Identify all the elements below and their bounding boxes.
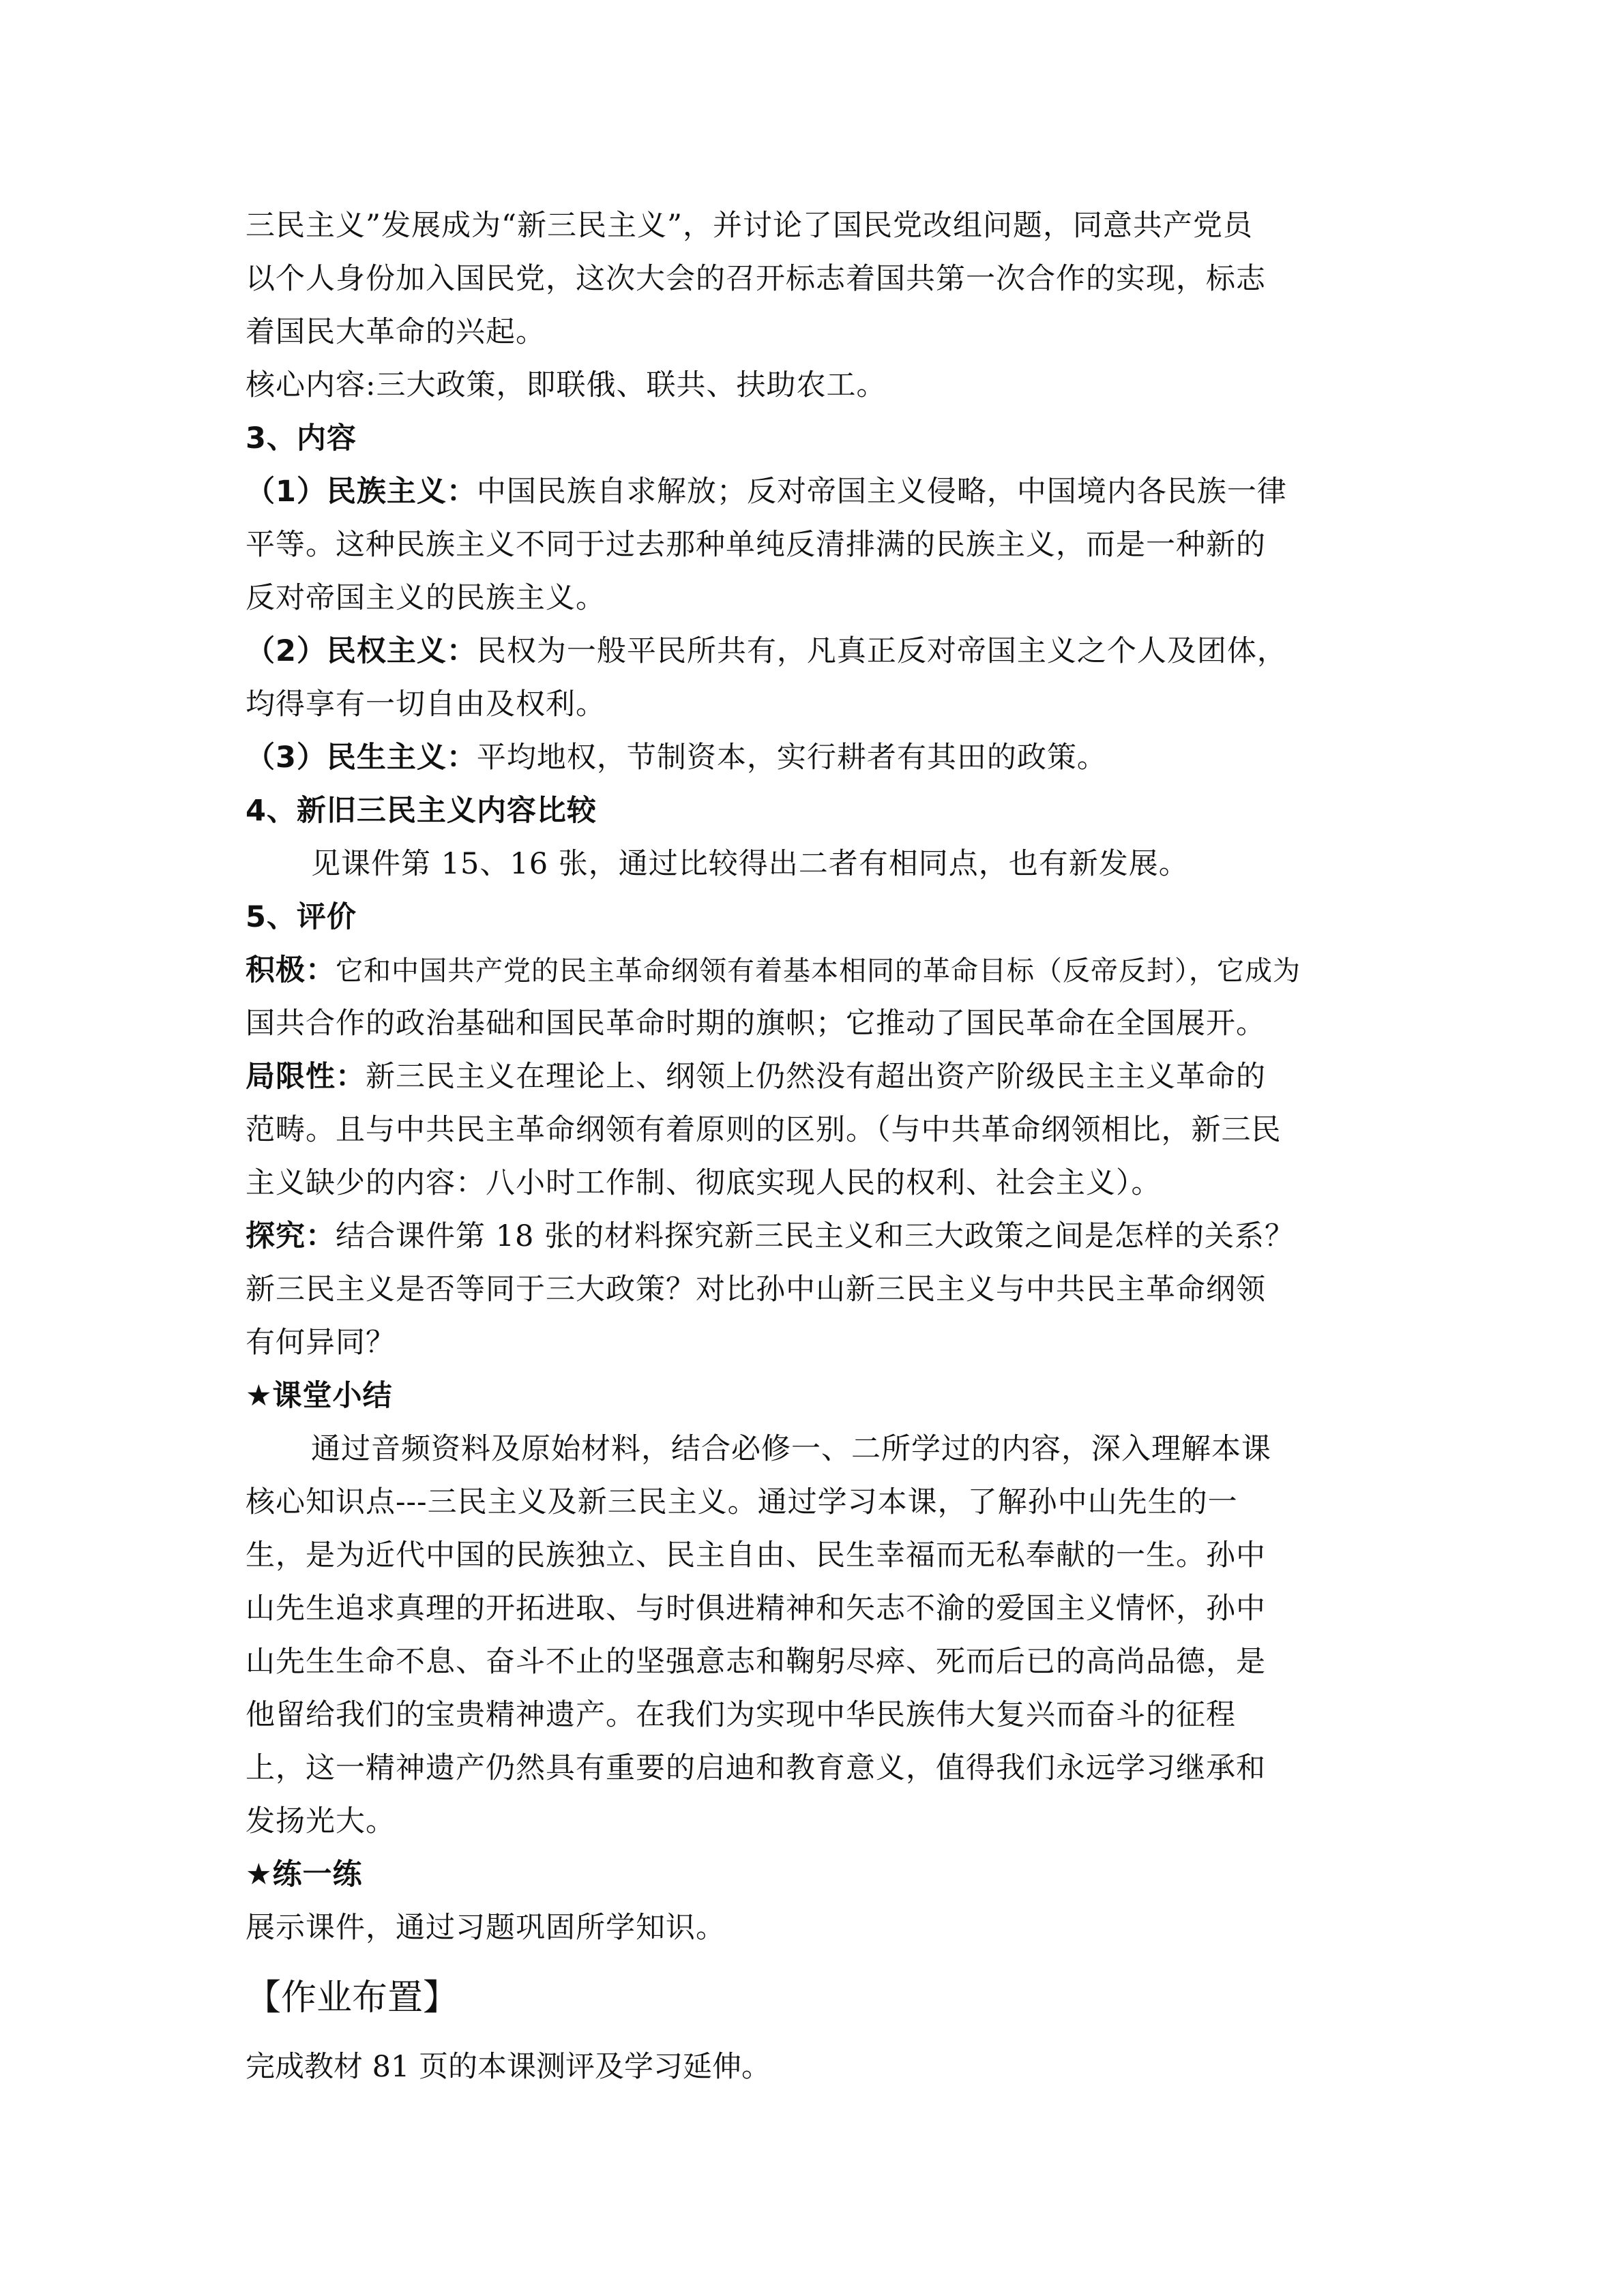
core-content: 核心内容:三大政策，即联俄、联共、扶助农工。 <box>246 368 887 402</box>
intro-line-1: 三民主义”发展成为“新三民主义”，并讨论了国民党改组问题，同意共产党员 <box>246 209 1253 243</box>
nationalism-line-1 <box>246 465 1378 518</box>
nationalism-text: 中国民族自求解放；反对帝国主义侵略，中国境内各民族一律 <box>476 475 1287 509</box>
livelihood-text: 平均地权，节制资本，实行耕者有其田的政策。 <box>476 741 1107 775</box>
comparison-text: 见课件第 15、16 张，通过比较得出二者有相同点，也有新发展。 <box>311 847 1189 881</box>
summary-line-1: 通过音频资料及原始材料，结合必修一、二所学过的内容，深入理解本课 <box>311 1432 1271 1466</box>
livelihood-label: （3）民生主义： <box>246 741 477 775</box>
democracy-line-1 <box>246 625 1378 678</box>
limitation-line-2: 范畴。且与中共民主革命纲领有着原则的区别。（与中共革命纲领相比，新三民 <box>246 1113 1282 1147</box>
intro-line-2: 以个人身份加入国民党，这次大会的召开标志着国共第一次合作的实现，标志 <box>246 262 1266 296</box>
limitation-line-3: 主义缺少的内容：八小时工作制、彻底实现人民的权利、社会主义）。 <box>246 1166 1162 1200</box>
section-3-heading: 3、内容 <box>246 421 357 456</box>
nationalism-label: （1）民族主义： <box>246 475 477 509</box>
summary-line-3: 生，是为近代中国的民族独立、民主自由、民生幸福而无私奉献的一生。孙中 <box>246 1538 1266 1572</box>
summary-line-5: 山先生生命不息、奋斗不止的坚强意志和鞠躬尽瘁、死而后已的高尚品德，是 <box>246 1645 1266 1679</box>
document-body <box>246 199 1378 2098</box>
democracy-text: 民权为一般平民所共有，凡真正反对帝国主义之个人及团体， <box>476 634 1287 668</box>
positive-line-2: 国共合作的政治基础和国民革命时期的旗帜；它推动了国民革命在全国展开。 <box>246 1007 1266 1041</box>
summary-line-2: 核心知识点---三民主义及新三民主义。通过学习本课，了解孙中山先生的一 <box>246 1485 1238 1519</box>
section-4-heading: 4、新旧三民主义内容比较 <box>246 794 597 828</box>
summary-heading: ★课堂小结 <box>246 1379 393 1413</box>
homework-text: 完成教材 81 页的本课测评及学习延伸。 <box>246 2050 771 2084</box>
explore-line-3: 有何异同？ <box>246 1326 396 1360</box>
nationalism-line-2: 平等。这种民族主义不同于过去那种单纯反清排满的民族主义，而是一种新的 <box>246 528 1266 562</box>
explore-line-1 <box>246 1210 1378 1263</box>
limitation-text: 新三民主义在理论上、纲领上仍然没有超出资产阶级民主主义革命的 <box>366 1060 1266 1094</box>
summary-line-6: 他留给我们的宝贵精神遗产。在我们为实现中华民族伟大复兴而奋斗的征程 <box>246 1698 1236 1732</box>
section-5-heading: 5、评价 <box>246 900 357 934</box>
positive-label: 积极： <box>246 953 336 987</box>
explore-text: 结合课件第 18 张的材料探究新三民主义和三大政策之间是怎样的关系？ <box>336 1219 1295 1253</box>
explore-line-2: 新三民主义是否等同于三大政策？对比孙中山新三民主义与中共民主革命纲领 <box>246 1272 1266 1307</box>
democracy-line-2: 均得享有一切自由及权利。 <box>246 687 606 721</box>
nationalism-line-3: 反对帝国主义的民族主义。 <box>246 581 606 615</box>
positive-line-1 <box>246 944 1378 997</box>
practice-text: 展示课件，通过习题巩固所学知识。 <box>246 1911 726 1945</box>
positive-text: 它和中国共产党的民主革命纲领有着基本相同的革命目标（反帝反封），它成为 <box>336 955 1301 987</box>
limitation-line-1 <box>246 1050 1378 1103</box>
practice-heading: ★练一练 <box>246 1858 363 1892</box>
summary-line-8: 发扬光大。 <box>246 1804 396 1838</box>
summary-line-7: 上，这一精神遗产仍然具有重要的启迪和教育意义，值得我们永远学习继承和 <box>246 1751 1266 1785</box>
explore-label: 探究： <box>246 1219 336 1253</box>
homework-heading: 【作业布置】 <box>246 1978 459 2018</box>
intro-line-3: 着国民大革命的兴起。 <box>246 315 546 349</box>
summary-line-4: 山先生追求真理的开拓进取、与时俱进精神和矢志不渝的爱国主义情怀，孙中 <box>246 1592 1266 1626</box>
democracy-label: （2）民权主义： <box>246 634 477 668</box>
livelihood-line <box>246 731 1378 784</box>
limitation-label: 局限性： <box>246 1060 366 1094</box>
